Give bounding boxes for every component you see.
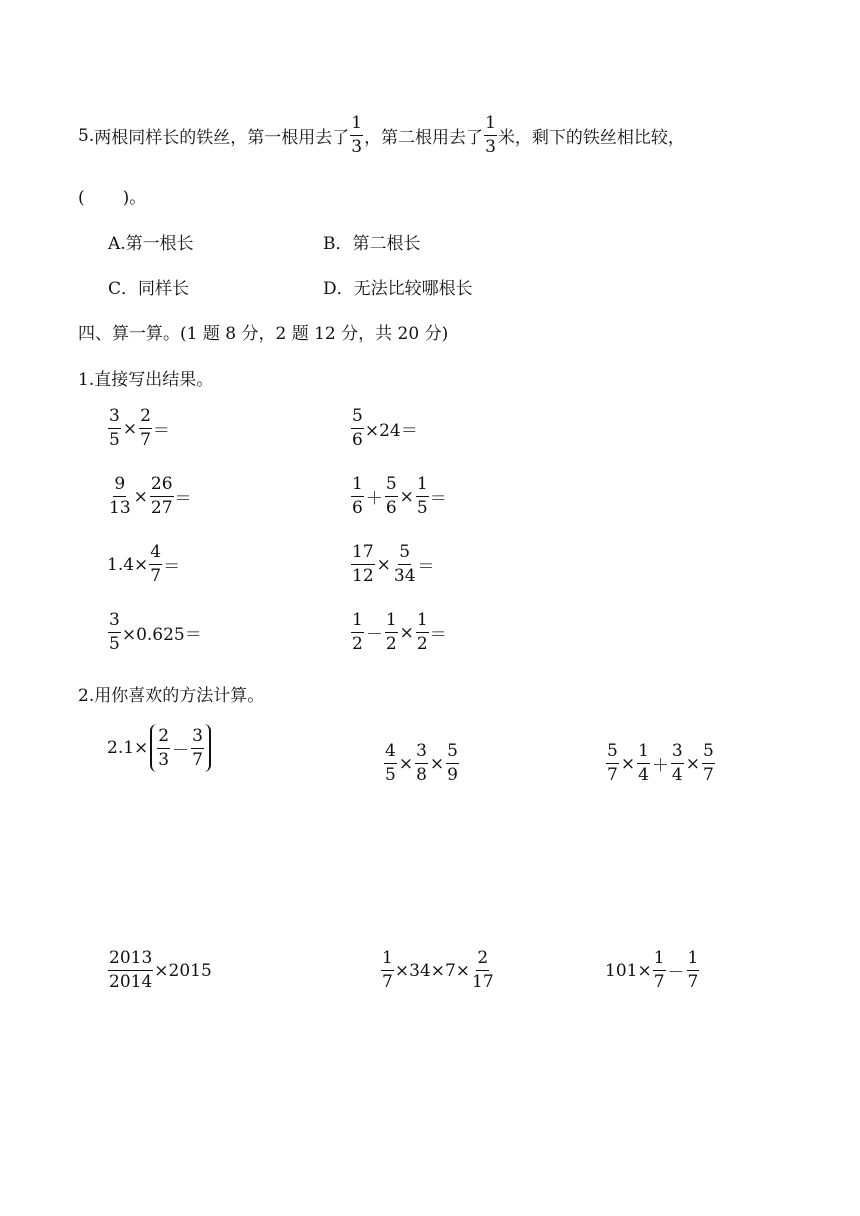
fraction [351,544,375,585]
problem-1 [107,408,170,449]
operator: － [667,963,685,983]
numerator: 3 [108,408,121,429]
q5-option-c[interactable]: C．同样长 [108,279,190,299]
numerator: 26 [150,476,174,497]
expression-5 [380,950,496,991]
expression-text: 1.4× [107,554,149,575]
numerator: 2 [157,728,170,749]
numerator: 5 [351,408,364,429]
numerator: 1 [351,476,364,497]
expression-text: ＝ [152,421,170,441]
denominator: 12 [352,566,374,586]
denominator: 34 [393,566,416,586]
fraction [653,950,666,991]
numerator: 1 [687,950,700,971]
fraction [637,743,650,784]
q5-fraction-2 [484,115,497,156]
q5-number: 5. [78,125,95,146]
denominator: 7 [150,566,162,586]
denominator: 7 [140,430,151,450]
fraction [385,476,398,517]
denominator: 3 [158,749,170,770]
expression-2 [383,743,460,784]
denominator: 4 [671,765,683,785]
expression-3 [605,743,716,784]
fraction [108,476,132,517]
fraction [446,743,459,784]
numerator: 5 [702,743,715,764]
q5-option-d[interactable]: D．无法比较哪根长 [323,279,473,299]
denominator: 6 [385,498,397,518]
numerator: 1 [381,950,394,971]
fraction [108,950,153,991]
expression-4 [107,950,212,991]
operator: × [398,753,414,774]
expression-6 [605,950,700,991]
fraction [149,544,162,585]
operator: × [685,753,700,774]
operator: × [620,753,636,774]
numerator: 1 [653,950,666,971]
denominator: 8 [416,765,427,785]
fraction [351,612,364,653]
numerator: 9 [113,476,126,497]
problem-8 [350,612,447,653]
expression-text: ＝ [174,489,192,509]
q5-option-b[interactable]: B．第二根长 [323,234,421,254]
operator: × [133,486,148,507]
problem-5 [107,544,180,585]
numerator: 3 [191,728,204,749]
numerator: 5 [606,743,619,764]
fraction [191,725,204,770]
numerator: 5 [398,544,411,565]
fraction [108,408,121,449]
denominator: 7 [702,765,714,785]
q5-answer-blank[interactable] [78,183,146,208]
problem-2 [350,408,418,449]
operator: ＋ [365,489,383,509]
operator: － [365,625,383,645]
numerator: 2 [476,950,489,971]
fraction [150,476,174,517]
operator: × [399,486,414,507]
fraction [384,743,397,784]
denominator: 6 [352,430,363,450]
expression-text: ＝ [429,489,447,509]
q5-fraction-1 [350,115,363,156]
denominator: 5 [109,634,120,654]
section-heading: 四、算一算。(1 题 8 分，2 题 12 分，共 20 分) [78,324,449,344]
numerator: 5 [446,743,459,764]
denominator: 5 [385,765,396,785]
numerator: 4 [384,743,397,764]
numerator: 17 [351,544,375,565]
expression-text: 101× [605,960,652,981]
fraction [606,743,619,784]
denominator: 2 [385,634,397,654]
fraction [471,950,495,991]
denominator: 3 [485,137,496,157]
fraction [416,612,429,653]
numerator: 3 [671,743,684,764]
expression-text: ＝ [417,557,435,577]
denominator: 7 [192,749,203,770]
numerator: 1 [484,115,497,136]
problem-6 [350,544,435,585]
operator: × [399,622,414,643]
fraction [381,950,394,991]
denominator: 5 [109,430,120,450]
fraction [393,544,417,585]
q5-stem [78,115,685,156]
denominator: 2 [416,634,428,654]
numerator: 1 [416,476,429,497]
expression-1 [107,724,211,772]
denominator: 3 [351,137,363,157]
expression-text: 2.1× [107,738,149,758]
parentheses [150,724,211,772]
fraction [351,408,364,449]
expression-text: ＝ [429,625,447,645]
denominator: 2014 [109,972,153,992]
numerator: 2 [139,408,152,429]
part1-title: 1.直接写出结果。 [78,370,214,390]
numerator: 1 [350,115,363,136]
problem-4 [350,476,447,517]
numerator: 3 [108,612,121,633]
denominator: 2 [352,634,363,654]
fraction [415,743,428,784]
numerator: 1 [385,612,398,633]
denominator: 7 [382,972,393,992]
numerator: 1 [351,612,364,633]
operator: × [122,418,138,439]
denominator: 17 [472,972,494,992]
expression-text: ( [78,188,85,208]
expression-text: ×2015 [154,960,212,981]
denominator: 4 [638,765,649,785]
numerator: 5 [385,476,398,497]
q5-text-a: 两根同样长的铁丝，第一根用去了 [94,128,350,148]
denominator: 27 [150,498,173,518]
denominator: 6 [352,498,363,518]
operator: × [376,554,391,575]
expression-text: ×24＝ [364,421,418,441]
operator: ＋ [651,756,669,776]
expression-text: ＝ [163,557,181,577]
part2-title: 2.用你喜欢的方法计算。 [78,686,265,706]
fraction [108,612,121,653]
denominator: 9 [447,765,458,785]
fraction [702,743,715,784]
fraction [385,612,398,653]
fraction [351,476,364,517]
numerator: 1 [637,743,650,764]
denominator: 5 [416,498,428,518]
operator: × [429,753,445,774]
expression-text: ×0.625＝ [121,625,202,645]
denominator: 7 [607,765,618,785]
expression-text: )。 [122,188,147,208]
q5-text-c: 米，剩下的铁丝相比较， [497,128,685,148]
numerator: 4 [149,544,162,565]
fraction [687,950,700,991]
operator: － [172,740,190,761]
q5-option-a[interactable]: A.第一根长 [108,234,194,254]
fraction [416,476,429,517]
q5-text-b: ，第二根用去了 [364,128,484,148]
problem-7 [107,612,202,653]
fraction [157,725,170,770]
fraction [139,408,152,449]
denominator: 13 [109,498,131,518]
fraction [671,743,684,784]
numerator: 3 [415,743,428,764]
numerator: 1 [416,612,429,633]
denominator: 7 [653,972,665,992]
denominator: 7 [687,972,699,992]
expression-text: ×34×7× [394,960,471,981]
problem-3 [107,476,192,517]
numerator: 2013 [108,950,153,971]
